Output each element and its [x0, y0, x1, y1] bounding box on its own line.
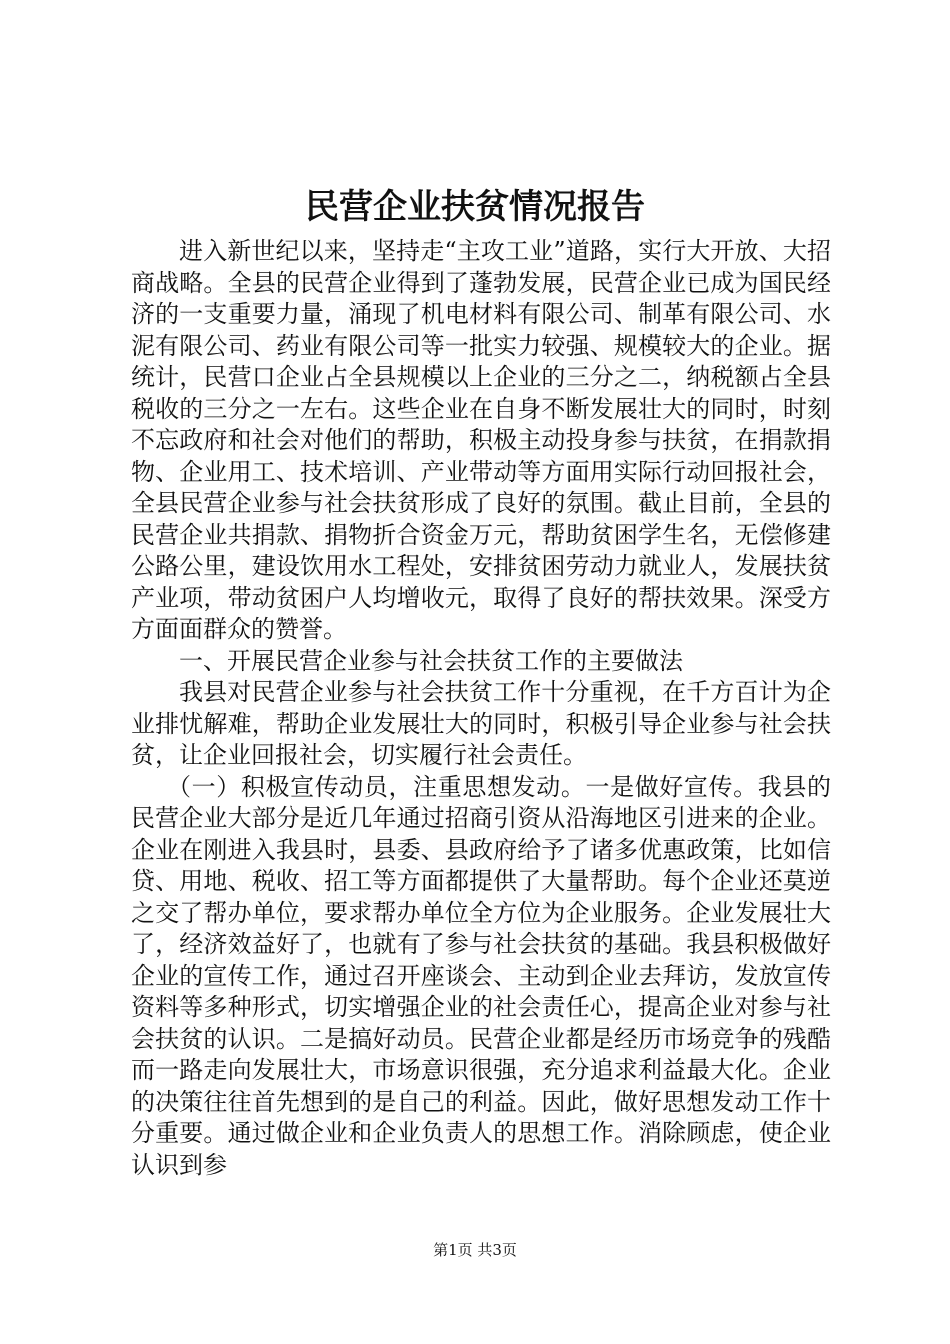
paragraph-overview: 我县对民营企业参与社会扶贫工作十分重视，在千方百计为企业排忧解难，帮助企业发展壮大的同时，积极引导企业参与社会扶贫，让企业回报社会，切实履行社会责任。 [131, 678, 831, 769]
document-body [131, 236, 831, 1181]
document-title: 民营企业扶贫情况报告 [305, 187, 645, 227]
paragraph-intro: 进入新世纪以来，坚持走“主攻工业”道路，实行大开放、大招商战略。全县的民营企业得到了蓬勃发展，民营企业已成为国民经济的一支重要力量，涌现了机电材料有限公司、制革有限公司、水泥有限公司、药业有限公司等一批实力较强、规模较大的企业。据统计，民营口企业占全县规模以上企业的三分之二，纳税额占全县税收的三分之一左右。这些企业在自身不断发展壮大的同时，时刻不忘政府和社会对他们的帮助，积极主动投身参与扶贫，在捐款捐物、企业用工、技术培训、产业带动等方面用实际行动回报社会，全县民营企业参与社会扶贫形成了良好的氛围。截止目前，全县的民营企业共捐款、捐物折合资金万元，帮助贫困学生名，无偿修建公路公里，建设饮用水工程处，安排贫困劳动力就业人，发展扶贫产业项，带动贫困户人均增收元，取得了良好的帮扶效果。深受方方面面群众的赞誉。 [131, 237, 831, 643]
page-footer: 第1页 共3页 [433, 1241, 517, 1259]
paragraph-subsection-1: （一）积极宣传动员，注重思想发动。一是做好宣传。我县的民营企业大部分是近几年通过招商引资从沿海地区引进来的企业。企业在刚进入我县时，县委、县政府给予了诸多优惠政策，比如信贷、用地、税收、招工等方面都提供了大量帮助。每个企业还莫逆之交了帮办单位，要求帮办单位全方位为企业服务。企业发展壮大了，经济效益好了，也就有了参与社会扶贫的基础。我县积极做好企业的宣传工作，通过召开座谈会、主动到企业去拜访，发放宣传资料等多种形式，切实增强企业的社会责任心，提高企业对参与社会扶贫的认识。二是搞好动员。民营企业都是经历市场竞争的残酷而一路走向发展壮大，市场意识很强，充分追求利益最大化。企业的决策往往首先想到的是自己的利益。因此，做好思想发动工作十分重要。通过做企业和企业负责人的思想工作。消除顾虑，使企业认识到参 [131, 772, 831, 1179]
section-heading-1: 一、开展民营企业参与社会扶贫工作的主要做法 [179, 646, 683, 675]
